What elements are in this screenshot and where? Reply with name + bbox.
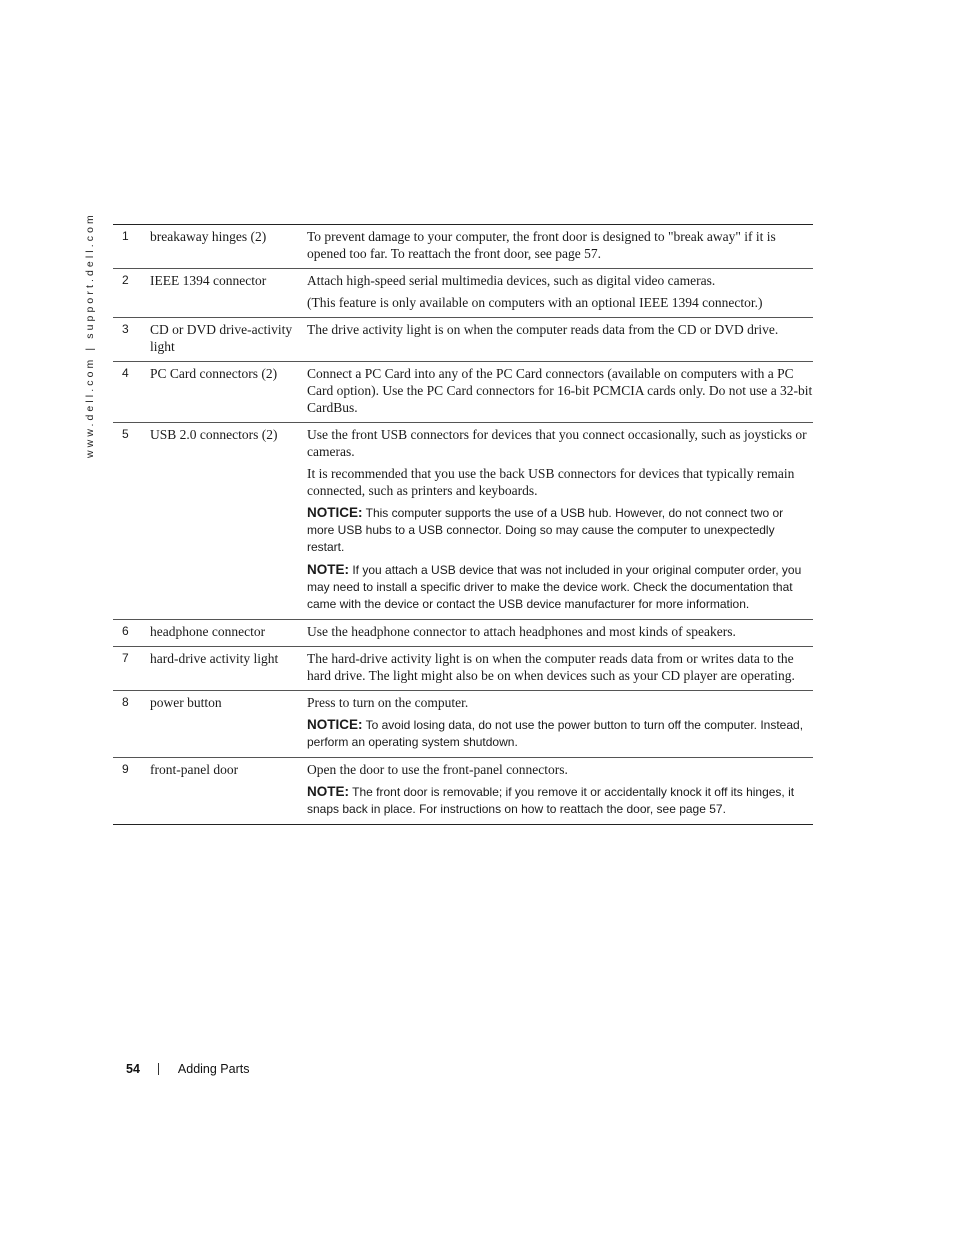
description-paragraph: (This feature is only available on computers with an optional IEEE 1394 connector.): [307, 295, 763, 310]
item-description: [307, 423, 813, 620]
footer-section-title: Adding Parts: [177, 1062, 250, 1076]
note-label: NOTICE:: [307, 717, 363, 732]
item-number: 1: [122, 229, 129, 243]
description-paragraph: Use the front USB connectors for devices that you connect occasionally, such as joysticks or cameras.: [307, 427, 807, 459]
item-number: 2: [113, 269, 150, 318]
description-paragraph: Open the door to use the front-panel connectors.: [307, 762, 568, 777]
item-number: 7: [113, 647, 150, 691]
note-label: NOTE:: [307, 784, 349, 799]
item-name: hard-drive activity light: [150, 647, 307, 691]
item-description: [307, 647, 813, 691]
notice-block: [307, 716, 813, 751]
note-label: NOTE:: [307, 562, 349, 577]
item-name: CD or DVD drive-activity light: [150, 318, 307, 362]
note-block: [307, 561, 813, 613]
item-number: 3: [113, 318, 150, 362]
item-name: USB 2.0 connectors (2): [150, 423, 307, 620]
page-footer: [126, 1062, 249, 1076]
item-name: PC Card connectors (2): [150, 362, 307, 423]
note-text: This computer supports the use of a USB hub. However, do not connect two or more USB hubs to a USB connector. Doing so may cause the computer to unexpectedly restart.: [307, 506, 784, 554]
note-text: The front door is removable; if you remove it or accidentally knock it off its hinges, it snaps back in place. For instructions on how to reattach the door, see page 57.: [307, 785, 795, 816]
description-paragraph: To prevent damage to your computer, the front door is designed to "break away" if it is opened too far. To reattach the front door, see page 57.: [307, 229, 776, 261]
description-paragraph: Press to turn on the computer.: [307, 695, 469, 710]
description-paragraph: Use the headphone connector to attach headphones and most kinds of speakers.: [307, 624, 736, 639]
parts-table-body: [113, 225, 813, 825]
item-description: [307, 225, 813, 269]
description-paragraph: The hard-drive activity light is on when the computer reads data from or writes data to the hard drive. The light might also be on when devices such as your CD player are operating.: [307, 651, 795, 683]
description-paragraph: Connect a PC Card into any of the PC Card connectors (available on computers with a PC Card option). Use the PC Card connectors for 16-bit PCMCIA cards only. Do not use a 32-bit CardBus.: [307, 366, 813, 415]
item-number: 6: [113, 620, 150, 647]
item-description: [307, 362, 813, 423]
description-paragraph: It is recommended that you use the back USB connectors for devices that typically remain connected, such as printers and keyboards.: [307, 466, 795, 498]
item-name: IEEE 1394 connector: [150, 269, 307, 318]
item-description: [307, 758, 813, 825]
table-row: [113, 758, 813, 825]
note-text: To avoid losing data, do not use the power button to turn off the computer. Instead, perform an operating system shutdown.: [307, 718, 804, 749]
note-block: [307, 783, 813, 818]
item-description: [307, 620, 813, 647]
item-description: [307, 269, 813, 318]
table-row: [113, 362, 813, 423]
table-row: [113, 318, 813, 362]
side-url-text: www.dell.com | support.dell.com: [84, 212, 96, 458]
notice-block: [307, 504, 813, 556]
item-number: 5: [113, 423, 150, 620]
item-description: [307, 691, 813, 758]
item-name: headphone connector: [150, 620, 307, 647]
table-row: [113, 647, 813, 691]
note-label: NOTICE:: [307, 505, 363, 520]
table-row: [113, 423, 813, 620]
table-row: [113, 691, 813, 758]
footer-separator: [158, 1063, 159, 1075]
item-name: front-panel door: [150, 758, 307, 825]
table-row: [113, 269, 813, 318]
item-number: 4: [113, 362, 150, 423]
description-paragraph: Attach high-speed serial multimedia devices, such as digital video cameras.: [307, 273, 716, 288]
parts-table: [113, 224, 813, 825]
table-row: [113, 620, 813, 647]
page-number: 54: [126, 1062, 140, 1076]
item-number: 9: [113, 758, 150, 825]
table-row: [113, 225, 813, 269]
item-number: 8: [113, 691, 150, 758]
item-name: breakaway hinges (2): [150, 229, 267, 244]
description-paragraph: The drive activity light is on when the computer reads data from the CD or DVD drive.: [307, 322, 779, 337]
item-name: power button: [150, 691, 307, 758]
item-description: [307, 318, 813, 362]
note-text: If you attach a USB device that was not included in your original computer order, you may need to install a specific driver to make the device work. Check the documentation that came with the device or contact the USB device manufacturer for more information.: [307, 563, 802, 611]
